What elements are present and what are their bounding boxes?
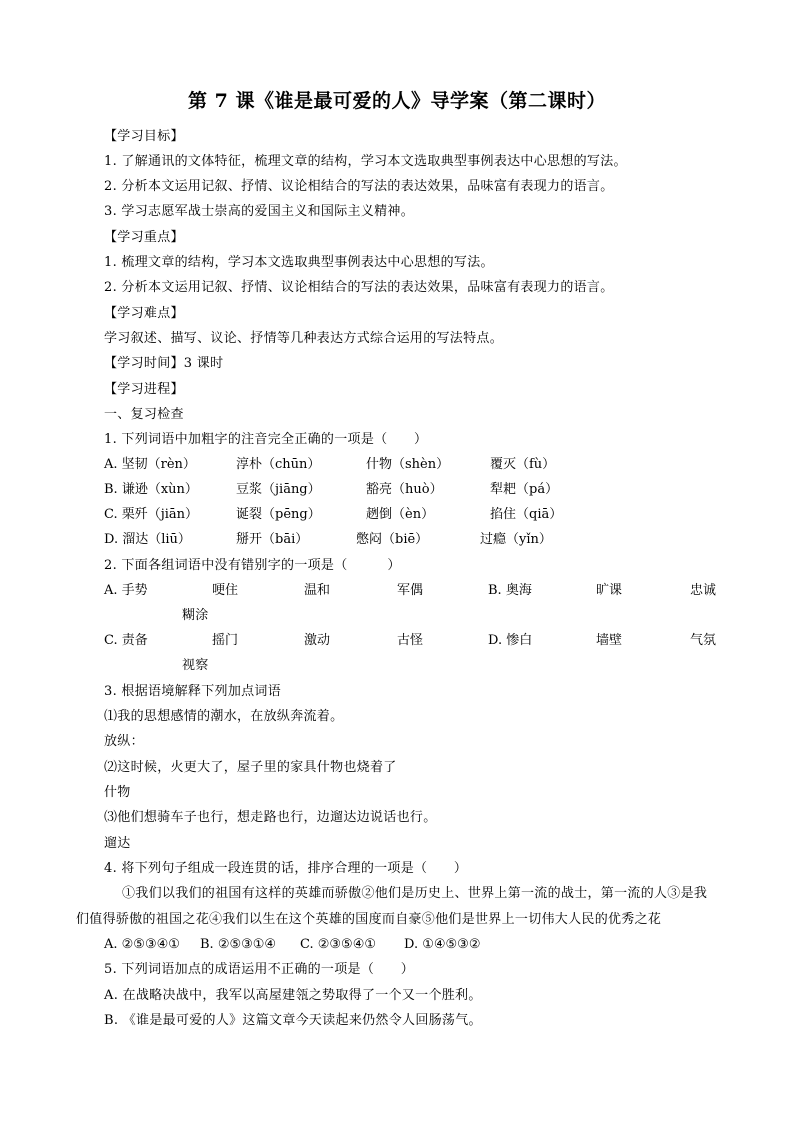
objective-item: 2. 分析本文运用记叙、抒情、议论相结合的写法的表达效果，品味富有表现力的语言。 [104, 179, 614, 194]
option-cell: 激动 [304, 633, 331, 648]
difficulty-heading: 【学习难点】 [104, 306, 184, 321]
question-4-passage: ①我们以我们的祖国有这样的英雄而骄傲②他们是历史上、世界上第一流的战士，第一流的人③是我 [122, 886, 708, 901]
option-cell: 军偶 [397, 583, 424, 598]
question-1-stem: 1. 下列词语中加粗字的注音完全正确的一项是（ ） [104, 432, 428, 447]
option-cell: B. 谦逊（xùn） [104, 482, 198, 497]
option-cell: 诞裂（pēng） [236, 507, 321, 522]
section-heading: 一、复习检查 [104, 407, 184, 422]
option-cell: 温和 [304, 583, 331, 598]
option-cell: C. 栗歼（jiān） [104, 507, 199, 522]
option-cell: 古怪 [397, 633, 424, 648]
option-cell: D. ①④⑤③② [404, 937, 481, 952]
question-3-sentence: ⑶他们想骑车子也行，想走路也行，边遛达边说话也行。 [104, 810, 437, 825]
question-2-stem: 2. 下面各组词语中没有错别字的一项是（ ） [104, 558, 401, 573]
difficulty-text: 学习叙述、描写、议论、抒情等几种表达方式综合运用的写法特点。 [104, 331, 504, 346]
option-cell: 掐住（qiā） [490, 507, 563, 522]
question-2-option-row [104, 631, 724, 651]
option-cell: C. 责备 [104, 633, 148, 648]
option-cell: 趔倒（èn） [366, 507, 435, 522]
option-cell: 什物（shèn） [366, 457, 450, 472]
option-cell: B. ②⑤③①④ [200, 937, 277, 952]
option-cell: D. 溜达（liū） [104, 532, 191, 547]
objective-item: 1. 了解通讯的文体特征，梳理文章的结构，学习本文选取典型事例表达中心思想的写法。 [104, 154, 627, 169]
process-heading: 【学习进程】 [104, 382, 184, 397]
option-cell: A. 手势 [104, 583, 148, 598]
option-cell: D. 惨白 [488, 633, 533, 648]
question-3-answer-label: 放纵： [104, 734, 144, 749]
option-cell: 掰开（bāi） [236, 532, 309, 547]
option-cell: 豆浆（jiāng） [236, 482, 321, 497]
objective-item: 3. 学习志愿军战士崇高的爱国主义和国际主义精神。 [104, 204, 415, 219]
question-3-answer-label: 什物 [104, 785, 131, 800]
option-cell: 憋闷（biē） [356, 532, 429, 547]
option-cell: 墙壁 [596, 633, 623, 648]
question-5-option: A. 在战略决战中，我军以高屋建瓴之势取得了一个又一个胜利。 [104, 988, 482, 1003]
key-point-item: 1. 梳理文章的结构，学习本文选取典型事例表达中心思想的写法。 [104, 255, 494, 270]
key-point-item: 2. 分析本文运用记叙、抒情、议论相结合的写法的表达效果，品味富有表现力的语言。 [104, 280, 614, 295]
question-5-option: B. 《谁是最可爱的人》这篇文章今天读起来仍然令人回肠荡气。 [104, 1013, 482, 1028]
question-3-sentence: ⑴我的思想感情的潮水，在放纵奔流着。 [104, 709, 344, 724]
question-2-option-row [104, 581, 724, 601]
option-cell: A. ②⑤③④① [104, 937, 180, 952]
option-cell: 豁亮（huò） [366, 482, 443, 497]
option-cell: A. 坚韧（rèn） [104, 457, 196, 472]
option-cell: 摇门 [212, 633, 239, 648]
key-points-heading: 【学习重点】 [104, 230, 184, 245]
option-cell: 旷课 [596, 583, 623, 598]
option-cell-wrap: 视察 [182, 658, 209, 673]
option-cell: 忠诚 [690, 583, 717, 598]
option-cell: 淳朴（chūn） [236, 457, 321, 472]
option-cell: 气氛 [690, 633, 717, 648]
option-cell-wrap: 糊涂 [182, 608, 209, 623]
option-cell: B. 奥海 [488, 583, 532, 598]
question-3-answer-label: 遛达 [104, 836, 131, 851]
study-time: 【学习时间】3 课时 [104, 356, 224, 371]
question-3-sentence: ⑵这时候，火更大了，屋子里的家具什物也烧着了 [104, 760, 397, 775]
page-title: 第 7 课《谁是最可爱的人》导学案（第二课时） [188, 90, 606, 112]
option-cell: 犁耙（pá） [490, 482, 559, 497]
option-cell: 覆灭（fù） [490, 457, 556, 472]
objectives-heading: 【学习目标】 [104, 129, 184, 144]
question-4-passage: 们值得骄傲的祖国之花④我们以生在这个英雄的国度而自豪⑤他们是世界上一切伟大人民的优秀之花 [76, 912, 662, 927]
option-cell: C. ②③⑤④① [300, 937, 377, 952]
question-3-stem: 3. 根据语境解释下列加点词语 [104, 684, 282, 699]
question-5-stem: 5. 下列词语加点的成语运用不正确的一项是（ ） [104, 962, 415, 977]
option-cell: 哽住 [212, 583, 239, 598]
question-4-stem: 4. 将下列句子组成一段连贯的话，排序合理的一项是（ ） [104, 861, 468, 876]
option-cell: 过瘾（yǐn） [480, 532, 552, 547]
